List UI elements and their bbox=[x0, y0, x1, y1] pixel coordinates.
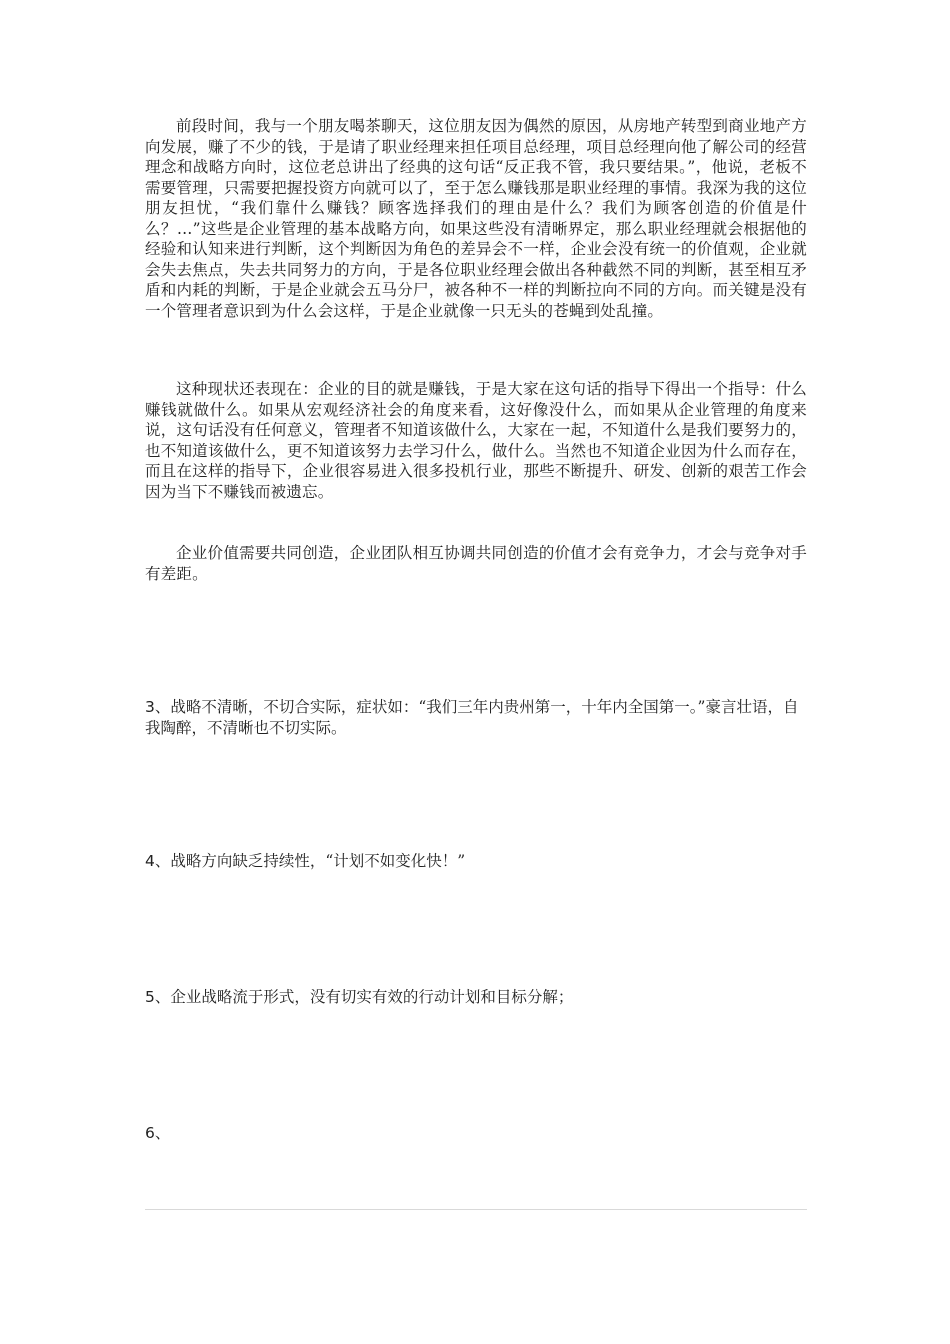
list-item-text: 战略方向缺乏持续性，“计划不如变化快！” bbox=[170, 852, 466, 870]
list-item-3 bbox=[145, 697, 807, 739]
divider bbox=[145, 1209, 807, 1210]
list-item-5 bbox=[145, 987, 807, 1008]
list-item-number: 3、 bbox=[145, 698, 171, 716]
paragraph-1: 前段时间，我与一个朋友喝茶聊天，这位朋友因为偶然的原因，从房地产转型到商业地产方向发展，赚了不少的钱，于是请了职业经理来担任项目总经理，项目总经理向他了解公司的经营理念和战略方向时，这位老总讲出了经典的这句话“反正我不管，我只要结果。”，他说，老板不需要管理，只需要把握投资方向就可以了，至于怎么赚钱那是职业经理的事情。我深为我的这位朋友担忧，“我们靠什么赚钱？顾客选择我们的理由是什么？我们为顾客创造的价值是什么？…”这些是企业管理的基本战略方向，如果这些没有清晰界定，那么职业经理就会根据他的经验和认知来进行判断，这个判断因为角色的差异会不一样，企业会没有统一的价值观，企业就会失去焦点，失去共同努力的方向，于是各位职业经理会做出各种截然不同的判断，甚至相互矛盾和内耗的判断，于是企业就会五马分尸，被各种不一样的判断拉向不同的方向。而关键是没有一个管理者意识到为什么会这样，于是企业就像一只无头的苍蝇到处乱撞。 bbox=[145, 117, 807, 320]
list-item-text: 企业战略流于形式，没有切实有效的行动计划和目标分解； bbox=[170, 988, 574, 1006]
list-item-4 bbox=[145, 851, 807, 872]
list-item-text: 战略不清晰，不切合实际，症状如：“我们三年内贵州第一，十年内全国第一。”豪言壮语，自我陶醉，不清晰也不切实际。 bbox=[145, 698, 799, 737]
list-item-number: 5、 bbox=[145, 988, 171, 1006]
list-item-6 bbox=[145, 1123, 807, 1144]
list-item-number: 4、 bbox=[145, 852, 171, 870]
paragraph-2: 这种现状还表现在：企业的目的就是赚钱，于是大家在这句话的指导下得出一个指导：什么赚钱就做什么。如果从宏观经济社会的角度来看，这好像没什么，而如果从企业管理的角度来说，这句话没有任何意义，管理者不知道该做什么，大家在一起，不知道什么是我们要努力的，也不知道该做什么，更不知道该努力去学习什么，做什么。当然也不知道企业因为什么而存在，而且在这样的指导下，企业很容易进入很多投机行业，那些不断提升、研发、创新的艰苦工作会因为当下不赚钱而被遗忘。 bbox=[145, 380, 807, 501]
list-item-number: 6、 bbox=[145, 1124, 171, 1142]
paragraph-3: 企业价值需要共同创造，企业团队相互协调共同创造的价值才会有竞争力，才会与竞争对手有差距。 bbox=[145, 544, 807, 583]
